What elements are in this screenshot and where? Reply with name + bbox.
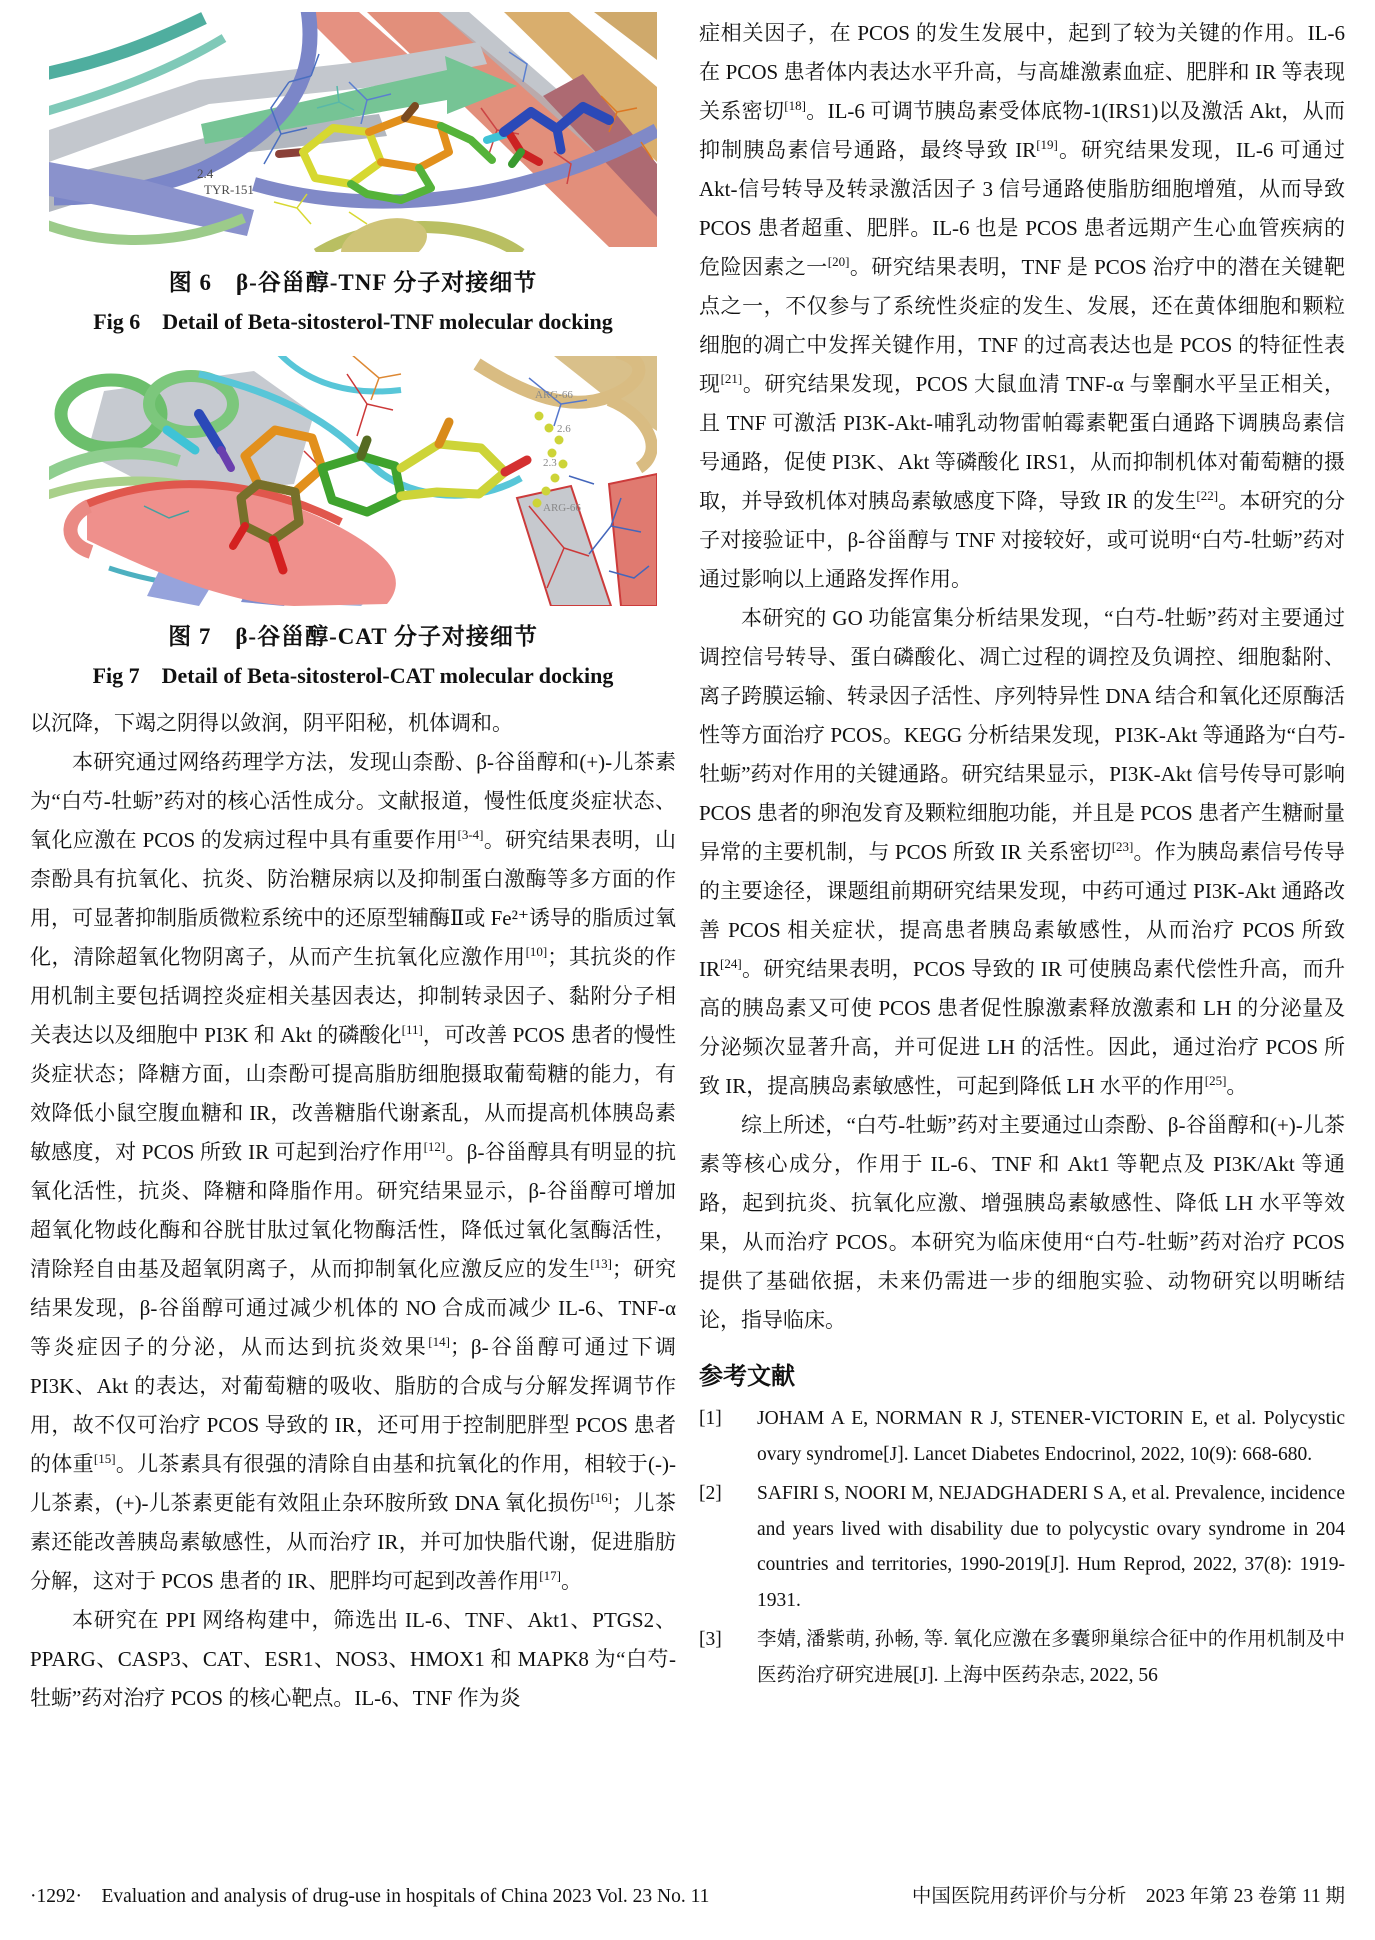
distance-label-1: 2.6: [557, 423, 571, 435]
distance-label-2: 2.3: [543, 457, 557, 469]
residue-label-top: ARG-66: [535, 389, 573, 401]
right-paragraph-inflammation: 症相关因子，在 PCOS 的发生发展中，起到了较为关键的作用。IL-6 在 PCOS 患者体内表达水平升高，与高雄激素血症、肥胖和 IR 等表现关系密切[18]。IL-6 可调节胰岛素受体底物-1(IRS1)以及激活 Akt，从而抑制胰岛素信号通路，最终导致 IR[19]。研究结果发现，IL-6 可通过 Akt-信号转导及转录激活因子 3 信号通路使脂肪细胞增殖，从而导致 PCOS 患者超重、肥胖。IL-6 也是 PCOS 患者远期产生心血管疾病的危险因素之一[20]。研究结果表明，TNF 是 PCOS 治疗中的潜在关键靶点之一，不仅参与了系统性炎症的发生、发展，还在黄体细胞和颗粒细胞的凋亡中发挥关键作用，TNF 的过高表达也是 PCOS 的特征性表现[21]。研究结果发现，PCOS 大鼠血清 TNF-α 与睾酮水平呈正相关，且 TNF 可激活 PI3K-Akt-哺乳动物雷帕霉素靶蛋白通路下调胰岛素信号通路，促使 PI3K、Akt 等磷酸化 IRS1，从而抑制机体对葡萄糖的摄取，并导致机体对胰岛素敏感度下降，导致 IR 的发生[22]。本研究的分子对接验证中，β-谷甾醇与 TNF 对接较好，或可说明“白芍-牡蛎”药对通过影响以上通路发挥作用。: [699, 21, 1346, 591]
figure-6-caption: [30, 264, 676, 336]
figure-6-image: [49, 12, 657, 252]
reference-label: [1]: [699, 1408, 722, 1429]
distance-label: 2.4: [197, 166, 214, 181]
figure-7-caption-en: Fig 7 Detail of Beta-sitosterol-CAT molecular docking: [92, 663, 614, 688]
reference-label: [2]: [699, 1483, 722, 1504]
reference-text: SAFIRI S, NOORI M, NEJADGHADERI S A, et al. Prevalence, incidence and years lived with disability due to polycystic ovary syndrome in 204 countries and territories, 1990-2019[J]. Hum Reprod, 2022, 37(8): 1919-1931.: [757, 1483, 1345, 1611]
right-paragraph-conclusion: 综上所述，“白芍-牡蛎”药对主要通过山柰酚、β-谷甾醇和(+)-儿茶素等核心成分，作用于 IL-6、TNF 和 Akt1 等靶点及 PI3K/Akt 等通路，起到抗炎、抗氧化应激、增强胰岛素敏感性、降低 LH 水平等效果，从而治疗 PCOS。本研究为临床使用“白芍-牡蛎”药对治疗 PCOS 提供了基础依据，未来仍需进一步的细胞实验、动物研究以明晰结论，指导临床。: [699, 1113, 1345, 1332]
left-paragraph-continuation: 以沉降，下竭之阴得以敛润，阴平阳秘，机体调和。: [30, 711, 513, 735]
figure-6-caption-en: Fig 6 Detail of Beta-sitosterol-TNF molecular docking: [93, 309, 613, 334]
residue-label-bottom: ARG-66: [543, 502, 581, 514]
left-column: [30, 12, 676, 1718]
reference-text: JOHAM A E, NORMAN R J, STENER-VICTORIN E, et al. Polycystic ovary syndrome[J]. Lancet Diabetes Endocrinol, 2022, 10(9): 668-680.: [757, 1408, 1345, 1465]
references-heading: 参考文献: [699, 1363, 795, 1390]
left-paragraph-ppi-network: 本研究在 PPI 网络构建中，筛选出 IL-6、TNF、Akt1、PTGS2、PPARG、CASP3、CAT、ESR1、NOS3、HMOX1 和 MAPK8 为“白芍-牡蛎”药对治疗 PCOS 的核心靶点。IL-6、TNF 作为炎: [30, 1608, 676, 1710]
footer-left-journal-en: ·1292· Evaluation and analysis of drug-use in hospitals of China 2023 Vol. 23 No. 11: [30, 1886, 710, 1907]
left-paragraph-components: 本研究通过网络药理学方法，发现山柰酚、β-谷甾醇和(+)-儿茶素为“白芍-牡蛎”药对的核心活性成分。文献报道，慢性低度炎症状态、氧化应激在 PCOS 的发病过程中具有重要作用[3-4]。研究结果表明，山柰酚具有抗氧化、抗炎、防治糖尿病以及抑制蛋白激酶等多方面的作用，可显著抑制脂质微粒系统中的还原型辅酶Ⅱ或 Fe²⁺诱导的脂质过氧化，清除超氧化物阴离子，从而产生抗氧化应激作用[10]；其抗炎的作用机制主要包括调控炎症相关基因表达，抑制转录因子、黏附分子相关表达以及细胞中 PI3K 和 Akt 的磷酸化[11]，可改善 PCOS 患者的慢性炎症状态；降糖方面，山柰酚可提高脂肪细胞摄取葡萄糖的能力，有效降低小鼠空腹血糖和 IR，改善糖脂代谢紊乱，从而提高机体胰岛素敏感度，对 PCOS 所致 IR 可起到治疗作用[12]。β-谷甾醇具有明显的抗氧化活性，抗炎、降糖和降脂作用。研究结果显示，β-谷甾醇可增加超氧化物歧化酶和谷胱甘肽过氧化物酶活性，降低过氧化氢酶活性，清除羟自由基及超氧阴离子，从而抑制氧化应激反应的发生[13]；研究结果发现，β-谷甾醇可通过减少机体的 NO 合成而减少 IL-6、TNF-α 等炎症因子的分泌，从而达到抗炎效果[14]；β-谷甾醇可通过下调 PI3K、Akt 的表达，对葡萄糖的吸收、脂肪的合成与分解发挥调节作用，故不仅可治疗 PCOS 导致的 IR，还可用于控制肥胖型 PCOS 患者的体重[15]。儿茶素具有很强的清除自由基和抗氧化的作用，相较于(-)-儿茶素，(+)-儿茶素更能有效阻止杂环胺所致 DNA 氧化损伤[16]；儿茶素还能改善胰岛素敏感性，从而治疗 IR，并可加快脂代谢，促进脂肪分解，这对于 PCOS 患者的 IR、肥胖均可起到改善作用[17]。: [30, 750, 677, 1593]
reference-item: [699, 1476, 1345, 1618]
figure-7: [30, 356, 676, 690]
reference-item: [699, 1622, 1345, 1693]
footer-right-journal-zh: 中国医院用药评价与分析 2023 年第 23 卷第 11 期: [911, 1886, 1345, 1907]
page-footer: [30, 1880, 1345, 1908]
reference-text: 李婧, 潘紫萌, 孙畅, 等. 氧化应激在多囊卵巢综合征中的作用机制及中医药治疗研究进展[J]. 上海中医药杂志, 2022, 56: [757, 1629, 1345, 1686]
figure-7-image: [49, 356, 657, 606]
figure-7-caption-zh: 图 7 β-谷甾醇-CAT 分子对接细节: [168, 624, 538, 649]
reference-label: [3]: [699, 1629, 722, 1650]
figure-7-caption: [30, 618, 676, 690]
right-column: [699, 14, 1345, 1697]
figure6-labels: [197, 166, 254, 197]
figure-6: [30, 12, 676, 336]
residue-label: TYR-151: [204, 182, 254, 197]
right-paragraph-go-kegg: 本研究的 GO 功能富集分析结果发现，“白芍-牡蛎”药对主要通过调控信号转导、蛋白磷酸化、凋亡过程的调控及负调控、细胞黏附、离子跨膜运输、转录因子活性、序列特异性 DNA 结合和氧化还原酶活性等方面治疗 PCOS。KEGG 分析结果发现，PI3K-Akt 等通路为“白芍-牡蛎”药对作用的关键通路。研究结果显示，PI3K-Akt 信号传导可影响 PCOS 患者的卵泡发育及颗粒细胞功能，并且是 PCOS 患者产生糖耐量异常的主要机制，与 PCOS 所致 IR 关系密切[23]。作为胰岛素信号传导的主要途径，课题组前期研究结果发现，中药可通过 PI3K-Akt 通路改善 PCOS 相关症状，提高患者胰岛素敏感性，从而治疗 PCOS 所致 IR[24]。研究结果表明，PCOS 导致的 IR 可使胰岛素代偿性升高，而升高的胰岛素又可使 PCOS 患者促性腺激素释放激素和 LH 的分泌量及分泌频次显著升高，并可促进 LH 的活性。因此，通过治疗 PCOS 所致 IR，提高胰岛素敏感性，可起到降低 LH 水平的作用[25]。: [699, 606, 1346, 1098]
reference-item: [699, 1401, 1345, 1472]
figure-6-caption-zh: 图 6 β-谷甾醇-TNF 分子对接细节: [168, 270, 538, 295]
